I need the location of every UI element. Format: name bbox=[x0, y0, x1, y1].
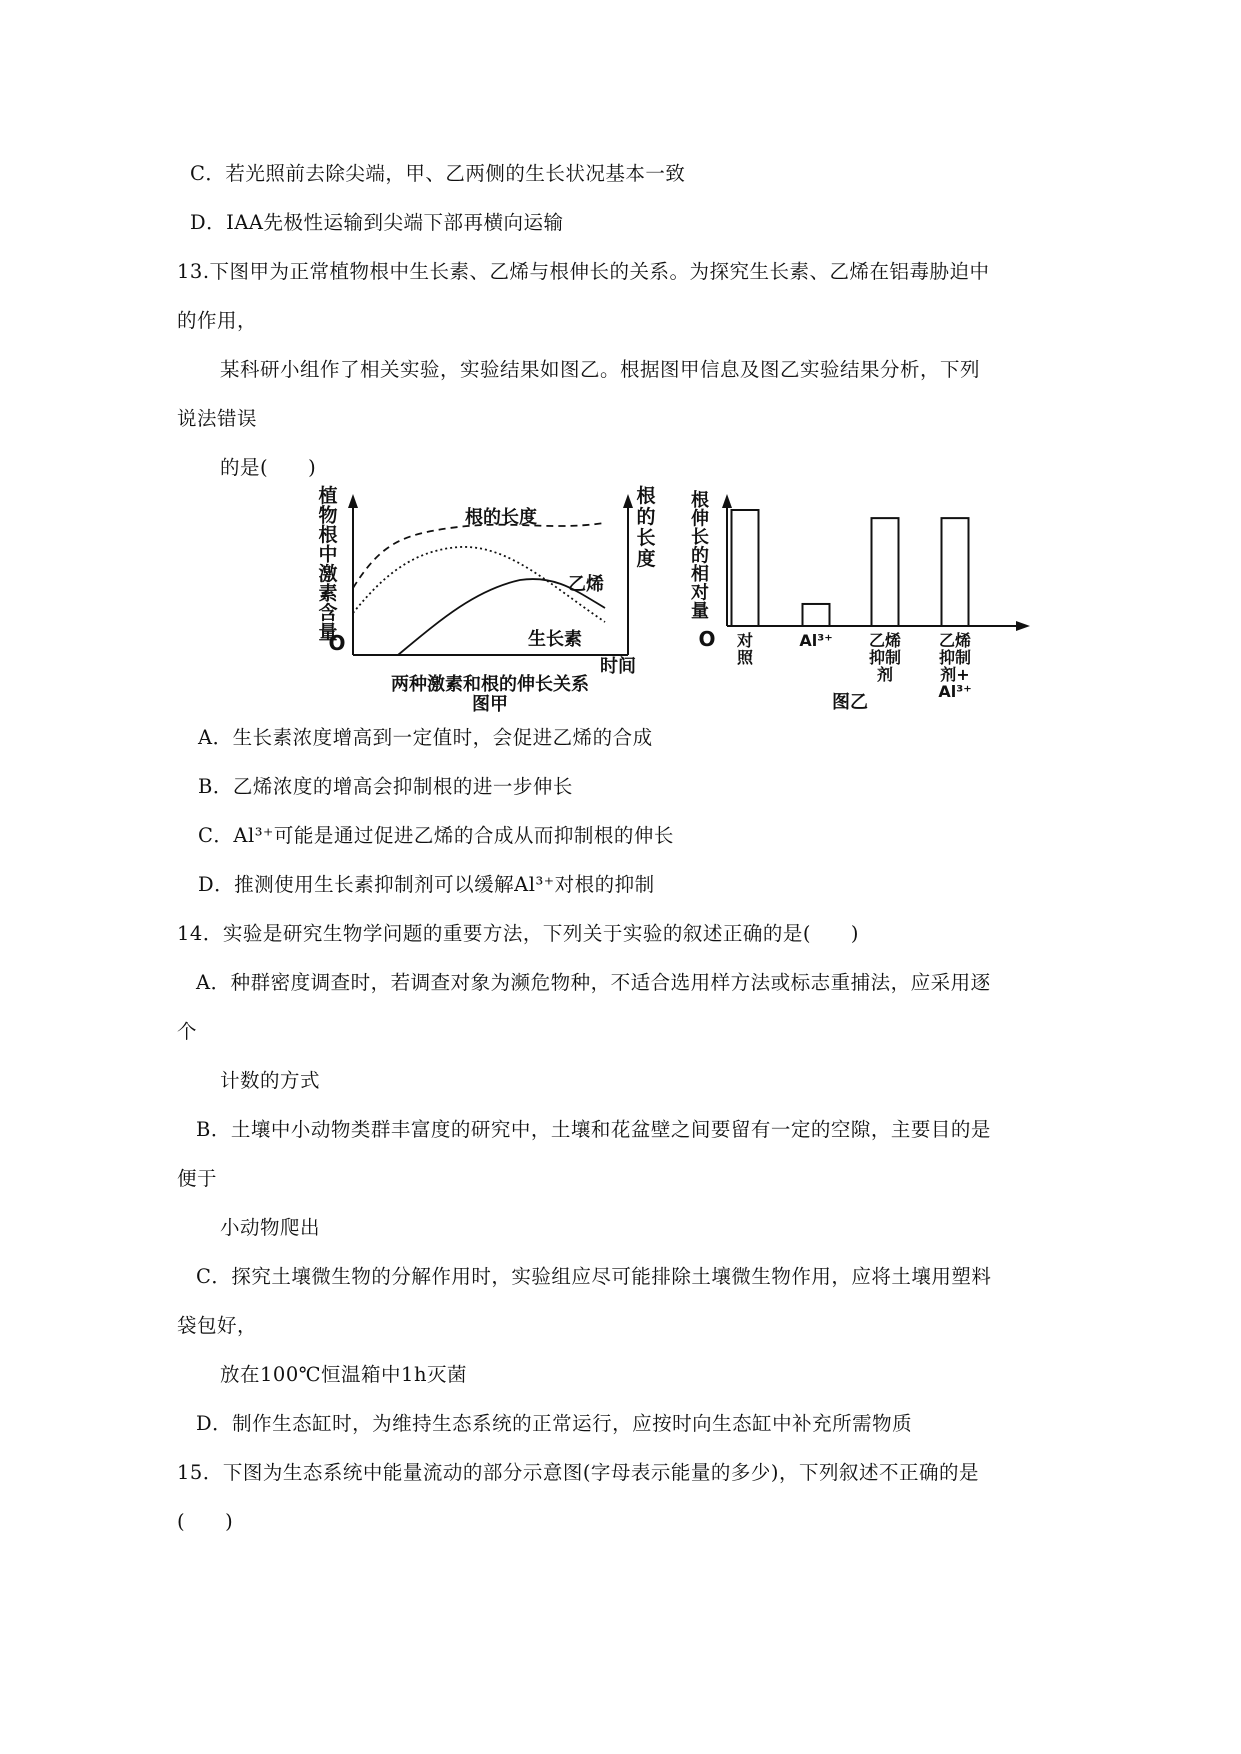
jia-caption: 图甲 bbox=[472, 694, 508, 715]
option-14b-line3: 小动物爬出 bbox=[220, 1216, 321, 1239]
category-label-3: Al³⁺ bbox=[938, 682, 972, 701]
question-13-line2: 的作用， bbox=[177, 309, 258, 332]
category-label-1: Al³⁺ bbox=[799, 631, 833, 650]
option-14c-line2: 袋包好， bbox=[177, 1314, 258, 1337]
option-14c-line1: C．探究土壤微生物的分解作用时，实验组应尽可能排除土壤微生物作用，应将土壤用塑料 bbox=[196, 1265, 992, 1288]
category-label-3: 剂+ bbox=[940, 665, 970, 684]
question-13-line5: 的是( ) bbox=[220, 456, 317, 479]
jia-left-label-char: 植 bbox=[318, 485, 338, 507]
jia-label-auxin: 生长素 bbox=[528, 629, 582, 650]
option-12d: D．IAA先极性运输到尖端下部再横向运输 bbox=[190, 211, 564, 234]
jia-x-label: 时间 bbox=[600, 656, 636, 677]
category-label-0: 照 bbox=[736, 648, 754, 667]
jia-left-label-char: 量 bbox=[318, 621, 338, 644]
bar-2 bbox=[872, 518, 899, 626]
jia-right-label-char: 度 bbox=[636, 548, 656, 570]
option-13c: C．Al³⁺可能是通过促进乙烯的合成从而抑制根的伸长 bbox=[198, 824, 674, 847]
category-label-2: 抑制 bbox=[868, 648, 902, 667]
jia-right-label-char: 的 bbox=[636, 506, 656, 528]
yi-caption: 图乙 bbox=[832, 692, 868, 713]
jia-right-axis-label bbox=[636, 484, 655, 570]
option-14b-line2: 便于 bbox=[177, 1167, 218, 1190]
figure-yi bbox=[680, 488, 1060, 712]
jia-left-label-char: 含 bbox=[318, 602, 338, 624]
category-label-2: 剂 bbox=[876, 665, 894, 684]
option-12c: C．若光照前去除尖端，甲、乙两侧的生长状况基本一致 bbox=[190, 162, 686, 185]
jia-origin: O bbox=[328, 631, 346, 655]
option-14a-line1: A．种群密度调查时，若调查对象为濒危物种，不适合选用样方法或标志重捕法，应采用逐 bbox=[196, 971, 991, 994]
jia-right-label-char: 根 bbox=[636, 485, 656, 507]
jia-right-label-char: 长 bbox=[636, 527, 656, 549]
question-13-line3: 某科研小组作了相关实验，实验结果如图乙。根据图甲信息及图乙实验结果分析，下列 bbox=[220, 358, 981, 381]
question-15: 15．下图为生态系统中能量流动的部分示意图(字母表示能量的多少)，下列叙述不正确的是 bbox=[177, 1461, 980, 1484]
bar-3 bbox=[942, 518, 969, 626]
option-14a-line3: 计数的方式 bbox=[220, 1069, 321, 1092]
yi-origin: O bbox=[698, 627, 716, 651]
question-13-line1: 13.下图甲为正常植物根中生长素、乙烯与根伸长的关系。为探究生长素、乙烯在铝毒胁迫中 bbox=[177, 260, 990, 283]
yi-ylabel-char: 的 bbox=[691, 545, 709, 567]
jia-left-label-char: 中 bbox=[318, 543, 338, 566]
question-13-line4: 说法错误 bbox=[177, 407, 258, 430]
option-13b: B．乙烯浓度的增高会抑制根的进一步伸长 bbox=[198, 775, 573, 798]
question-14: 14．实验是研究生物学问题的重要方法，下列关于实验的叙述正确的是( ) bbox=[177, 922, 860, 945]
option-14d: D．制作生态缸时，为维持生态系统的正常运行，应按时向生态缸中补充所需物质 bbox=[196, 1412, 913, 1435]
option-14b-line1: B．土壤中小动物类群丰富度的研究中，土壤和花盆壁之间要留有一定的空隙，主要目的是 bbox=[196, 1118, 991, 1141]
jia-left-arrow bbox=[348, 494, 358, 508]
jia-left-label-char: 根 bbox=[318, 524, 338, 546]
yi-x-arrow bbox=[1016, 621, 1030, 631]
yi-ylabel-char: 根 bbox=[691, 490, 709, 511]
jia-caption-sub: 两种激素和根的伸长关系 bbox=[391, 674, 589, 695]
category-label-3: 抑制 bbox=[938, 648, 972, 667]
option-13a: A．生长素浓度增高到一定值时，会促进乙烯的合成 bbox=[198, 726, 653, 749]
bar-0 bbox=[732, 510, 759, 626]
category-label-2: 乙烯 bbox=[868, 631, 902, 650]
jia-left-label-char: 素 bbox=[318, 582, 338, 605]
yi-category-labels bbox=[736, 631, 972, 701]
category-label-3: 乙烯 bbox=[938, 631, 972, 650]
bar-1 bbox=[803, 604, 830, 626]
option-14c-line3: 放在100℃恒温箱中1h灭菌 bbox=[220, 1363, 467, 1386]
jia-label-root-length: 根的长度 bbox=[465, 507, 537, 528]
jia-left-axis-label bbox=[318, 484, 337, 644]
question-15-paren: ( ) bbox=[177, 1510, 234, 1533]
yi-y-axis-label bbox=[691, 489, 709, 622]
jia-right-arrow bbox=[623, 494, 633, 508]
yi-ylabel-char: 相 bbox=[691, 564, 709, 585]
yi-bars bbox=[732, 510, 969, 626]
figure-jia bbox=[310, 485, 656, 715]
option-13d: D．推测使用生长素抑制剂可以缓解Al³⁺对根的抑制 bbox=[198, 873, 655, 896]
category-label-0: 对 bbox=[736, 631, 754, 650]
yi-ylabel-char: 对 bbox=[691, 582, 709, 604]
jia-left-label-char: 物 bbox=[318, 504, 338, 527]
yi-ylabel-char: 量 bbox=[691, 601, 709, 622]
option-14a-line2: 个 bbox=[177, 1020, 198, 1043]
yi-ylabel-char: 长 bbox=[691, 527, 709, 548]
jia-left-label-char: 激 bbox=[318, 563, 338, 585]
yi-ylabel-char: 伸 bbox=[691, 508, 709, 530]
jia-label-ethylene: 乙烯 bbox=[568, 574, 604, 595]
yi-y-arrow bbox=[722, 494, 732, 508]
